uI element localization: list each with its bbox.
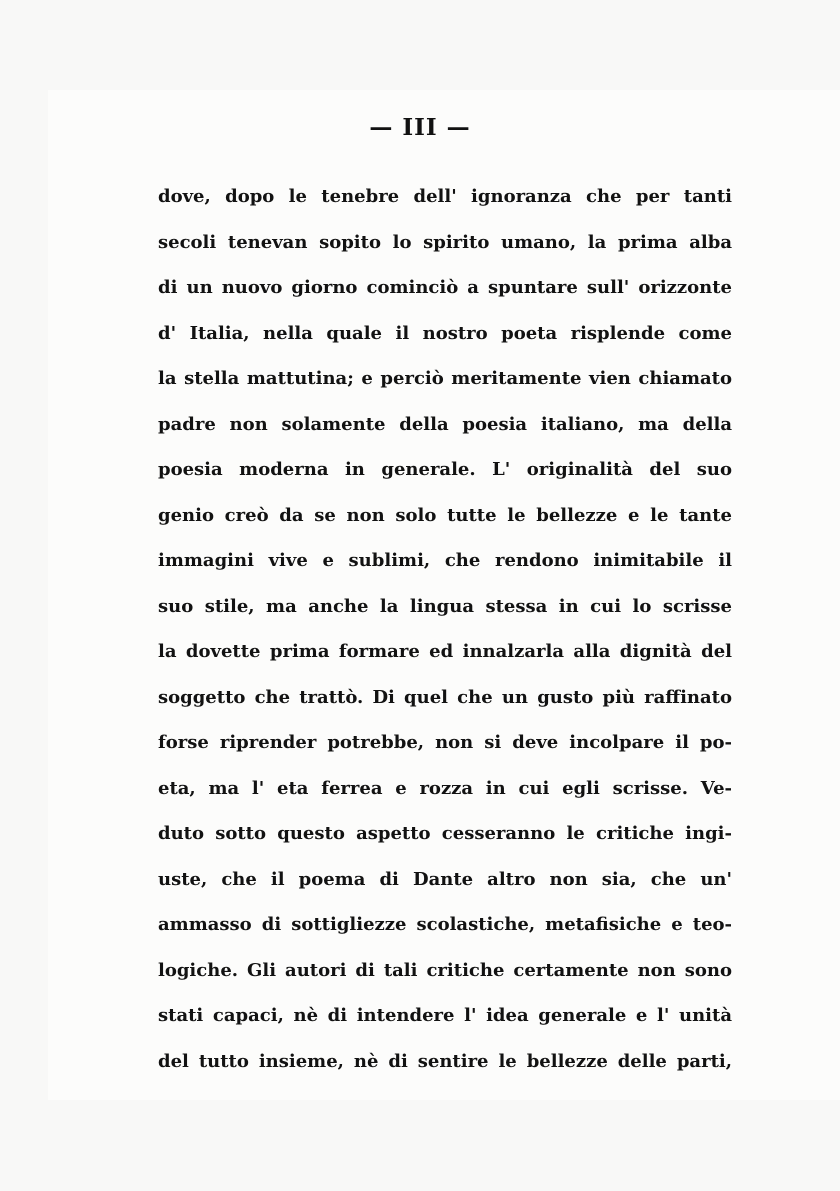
text-line: del tutto insieme, nè di sentire le bellezze delle parti, <box>158 1050 732 1072</box>
text-line: immagini vive e sublimi, che rendono inimitabile il <box>158 550 732 571</box>
text-line: uste, che il poema di Dante altro non sia, che un' <box>158 868 732 890</box>
text-line: ammasso di sottigliezze scolastiche, metafisiche e teo- <box>158 914 732 935</box>
body-text <box>158 174 732 1084</box>
page-number-header: — III — <box>369 114 471 141</box>
text-line: poesia moderna in generale. L' originalità del suo <box>158 459 732 480</box>
text-line: soggetto che trattò. Di quel che un gusto più raffinato <box>158 686 732 708</box>
text-line: eta, ma l' eta ferrea e rozza in cui egli scrisse. Ve- <box>158 777 732 799</box>
text-line: logiche. Gli autori di tali critiche certamente non sono <box>158 959 732 981</box>
text-line: stati capaci, nè di intendere l' idea generale e l' unità <box>158 1005 732 1026</box>
text-line: secoli tenevan sopito lo spirito umano, la prima alba <box>158 231 732 253</box>
text-line: la dovette prima formare ed innalzarla alla dignità del <box>158 641 732 662</box>
text-line: genio creò da se non solo tutte le bellezze e le tante <box>158 504 732 526</box>
text-line: duto sotto questo aspetto cesseranno le critiche ingi- <box>158 823 732 844</box>
text-line: forse riprender potrebbe, non si deve incolpare il po- <box>158 732 732 753</box>
text-line: di un nuovo giorno cominciò a spuntare sull' orizzonte <box>158 277 732 298</box>
text-line: d' Italia, nella quale il nostro poeta risplende come <box>158 322 732 344</box>
text-line: la stella mattutina; e perciò meritamente vien chiamato <box>158 368 732 389</box>
text-line: suo stile, ma anche la lingua stessa in cui lo scrisse <box>158 595 732 617</box>
text-line: dove, dopo le tenebre dell' ignoranza che per tanti <box>158 186 732 207</box>
text-line: padre non solamente della poesia italiano, ma della <box>158 413 732 435</box>
